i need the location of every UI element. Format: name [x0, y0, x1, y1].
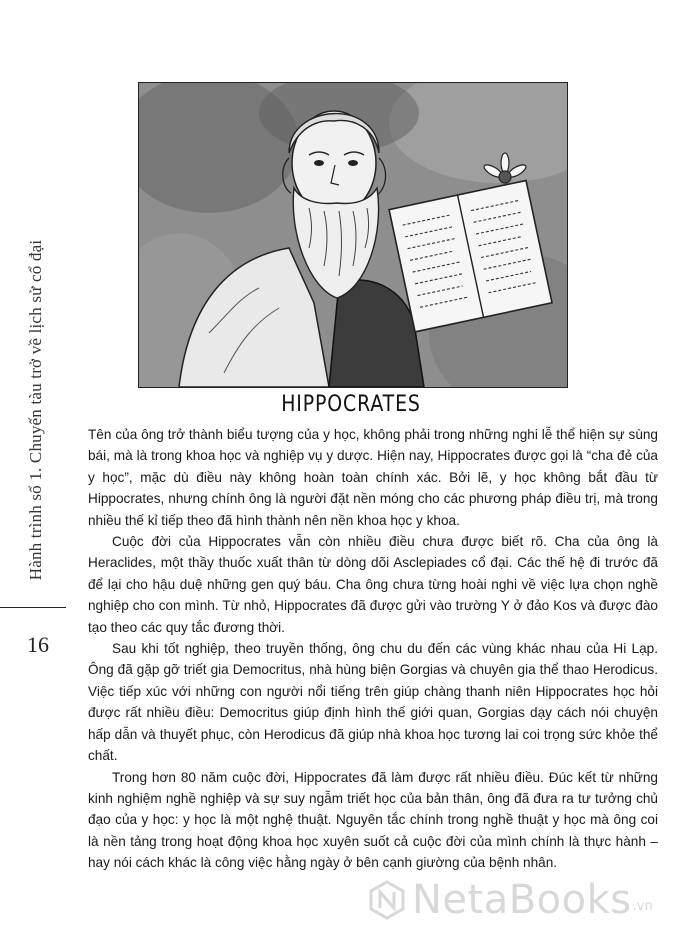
hippocrates-illustration — [138, 82, 568, 388]
running-title-text: Hành trình số 1. Chuyến tàu trở về lịch sử cổ đại — [26, 239, 45, 581]
body-text — [88, 424, 658, 874]
running-title — [6, 200, 66, 620]
watermark-suffix: .vn — [632, 899, 653, 914]
chapter-title: HIPPOCRATES — [281, 392, 421, 417]
watermark-brand: NetaBooks — [412, 877, 632, 923]
paragraph-3: Sau khi tốt nghiệp, theo truyền thống, ông chu du đến các vùng khác nhau của Hi Lạp. Ông đã gặp gỡ triết gia Democritus, nhà hùng biện Gorgias và chuyên gia thể thao Herodicus. Việc tiếp xúc với những con người nổi tiếng trên giúp chàng thanh niên Hippocrates học hỏi được rất nhiều điều: Democritus giúp định hình thế giới quan, Gorgias dạy cách nói chuyện hấp dẫn và thuyết phục, còn Herodicus đã giúp nhà khoa học tương lai coi trọng sức khỏe thể chất. — [88, 641, 658, 764]
paragraph-2: Cuộc đời của Hippocrates vẫn còn nhiều điều chưa được biết rõ. Cha của ông là Heraclides, một thầy thuốc xuất thân từ dòng dõi Asclepiades cổ đại. Các thế hệ đi trước đã để lại cho hậu duệ những gen quý báu. Cha ông chưa từng hoài nghi về việc lựa chọn nghề nghiệp cho con mình. Từ nhỏ, Hippocrates đã được gửi vào trường Y ở đảo Kos và được đào tạo theo các quy tắc đương thời. — [88, 534, 658, 635]
hippocrates-portrait-icon — [139, 83, 567, 387]
paragraph-4: Trong hơn 80 năm cuộc đời, Hippocrates đã làm được rất nhiều điều. Đúc kết từ những kinh nghiệm nghề nghiệp và sự suy ngẫm triết học của bản thân, ông đã đưa ra tư tưởng chủ đạo của y học: y học là một nghệ thuật. Nguyên tắc chính trong nghề thuật y học mà ông coi là nền tảng trong hoạt động khoa học xuyên suốt cả cuộc đời của mình chính là thực hành – hay nói cách khác là công việc hằng ngày ở bên cạnh giường của bệnh nhân. — [88, 769, 658, 871]
page-number: 16 — [27, 632, 49, 657]
sidebar-divider — [0, 607, 66, 608]
watermark — [368, 877, 653, 923]
netabooks-logo-icon — [368, 880, 406, 920]
paragraph-1: Tên của ông trở thành biểu tượng của y học, không phải trong những nghi lễ thể hiện sự sùng bái, mà là trong khoa học và nghiệp vụ y dược. Hiện nay, Hippocrates được gọi là “cha đẻ của y học”, mặc dù điều này không hoàn toàn chính xác. Bởi lẽ, y học không bắt đầu từ Hippocrates, nhưng chính ông là người đặt nền móng cho các phương pháp điều trị, mà trong nhiều thế kỉ tiếp theo đã hình thành nên nền khoa học y khoa. — [88, 427, 658, 528]
